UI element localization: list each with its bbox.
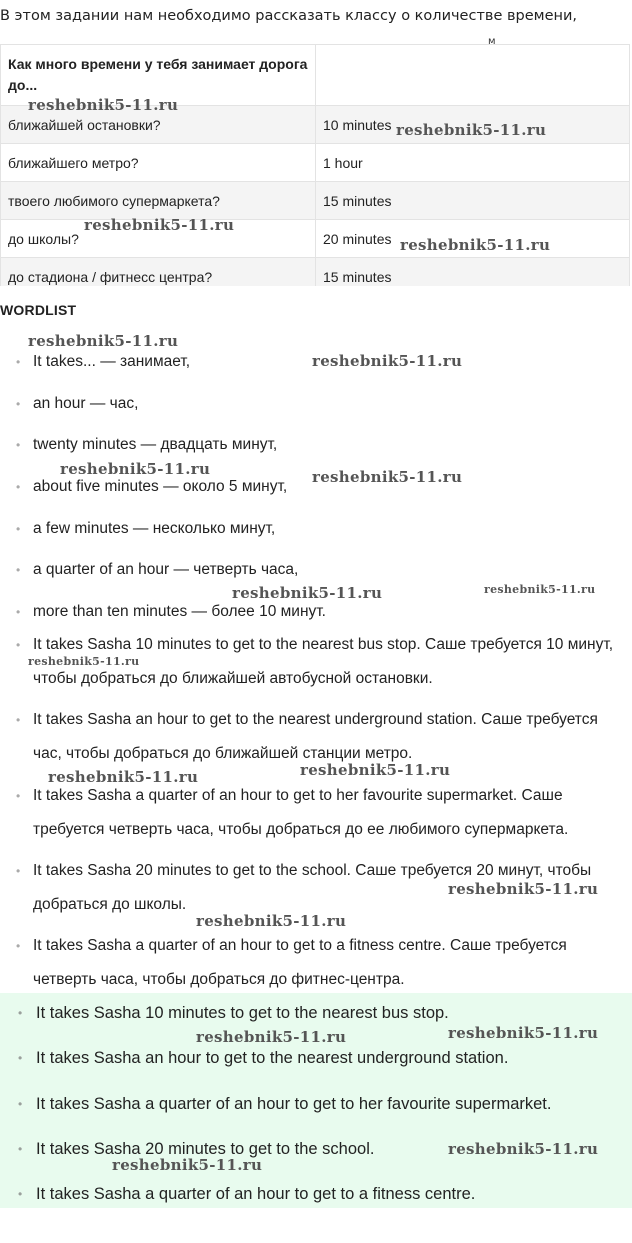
table-cell-time: 15 minutes <box>316 258 630 296</box>
wordlist-example: • It takes Sasha an hour to get to the nearest underground station. Саше требуется час, чтобы добраться до ближайшей станции метро. <box>33 703 629 771</box>
watermark: reshebnik5-11.ru <box>48 768 199 786</box>
answer-item: • It takes Sasha an hour to get to the nearest underground station. <box>36 1047 630 1069</box>
intro-text-cutoff: м <box>488 36 496 44</box>
watermark: reshebnik5-11.ru <box>400 236 551 254</box>
wordlist-heading: WORDLIST <box>0 302 77 318</box>
intro-text: В этом задании нам необходимо рассказать классу о количестве времени, <box>0 8 578 24</box>
watermark: reshebnik5-11.ru <box>312 468 463 486</box>
table-cell-time: 1 hour <box>316 144 630 182</box>
watermark: reshebnik5-11.ru <box>448 880 599 898</box>
wordlist-item: • It takes... — занимает, <box>33 345 629 379</box>
table-cell-time: 10 minutes <box>316 106 630 144</box>
wordlist-item: • more than ten minutes — более 10 минут. <box>33 595 629 629</box>
watermark: reshebnik5-11.ru <box>112 1156 263 1174</box>
watermark: reshebnik5-11.ru <box>196 1028 347 1046</box>
answer-item: • It takes Sasha 20 minutes to get to the school. <box>36 1138 630 1160</box>
watermark: reshebnik5-11.ru <box>60 460 211 478</box>
table-cell-place: ближайшей остановки? <box>1 106 316 144</box>
wordlist-example: • It takes Sasha a quarter of an hour to get to her favourite supermarket. Саше требуется четверть часа, чтобы добраться до ее любимого супермаркета. <box>33 779 629 847</box>
wordlist-example: • It takes Sasha 20 minutes to get to the school. Саше требуется 20 минут, чтобы добраться до школы. <box>33 854 629 922</box>
answer-item: • It takes Sasha a quarter of an hour to get to her favourite supermarket. <box>36 1093 630 1115</box>
table-header-question: Как много времени у тебя занимает дорога до... <box>1 45 316 106</box>
wordlist-item: • about five minutes — около 5 минут, <box>33 470 629 504</box>
table-cell-place: твоего любимого супермаркета? <box>1 182 316 220</box>
table-cell-time: 15 minutes <box>316 182 630 220</box>
wordlist-example: • It takes Sasha a quarter of an hour to get to a fitness centre. Саше требуется четверть часа, чтобы добраться до фитнес-центра. <box>33 929 629 997</box>
watermark: reshebnik5-11.ru <box>232 584 383 602</box>
table-bottom-edge <box>0 286 632 300</box>
watermark: reshebnik5-11.ru <box>28 655 140 668</box>
watermark: reshebnik5-11.ru <box>84 216 235 234</box>
table-row <box>1 144 630 182</box>
wordlist-item: • twenty minutes — двадцать минут, <box>33 428 629 462</box>
watermark: reshebnik5-11.ru <box>484 583 596 596</box>
watermark: reshebnik5-11.ru <box>28 96 179 114</box>
table-header-answer <box>316 45 630 106</box>
watermark: reshebnik5-11.ru <box>28 332 179 350</box>
table-row <box>1 182 630 220</box>
wordlist-item: • an hour — час, <box>33 387 629 421</box>
travel-time-table <box>0 44 630 296</box>
table-cell-time: 20 minutes <box>316 220 630 258</box>
table-cell-place: ближайшего метро? <box>1 144 316 182</box>
watermark: reshebnik5-11.ru <box>396 121 547 139</box>
watermark: reshebnik5-11.ru <box>196 912 347 930</box>
table-cell-place: до школы? <box>1 220 316 258</box>
answer-item: • It takes Sasha a quarter of an hour to get to a fitness centre. <box>36 1183 630 1205</box>
watermark: reshebnik5-11.ru <box>448 1140 599 1158</box>
watermark: reshebnik5-11.ru <box>300 761 451 779</box>
table-cell-place: до стадиона / фитнесс центра? <box>1 258 316 296</box>
wordlist-item: • a quarter of an hour — четверть часа, <box>33 553 629 587</box>
watermark: reshebnik5-11.ru <box>448 1024 599 1042</box>
answer-item: • It takes Sasha 10 minutes to get to the nearest bus stop. <box>36 1002 630 1024</box>
wordlist-item: • a few minutes — несколько минут, <box>33 512 629 546</box>
watermark: reshebnik5-11.ru <box>312 352 463 370</box>
wordlist-example: • It takes Sasha 10 minutes to get to the nearest bus stop. Саше требуется 10 минут, чтобы добраться до ближайшей автобусной остановки. <box>33 628 629 696</box>
